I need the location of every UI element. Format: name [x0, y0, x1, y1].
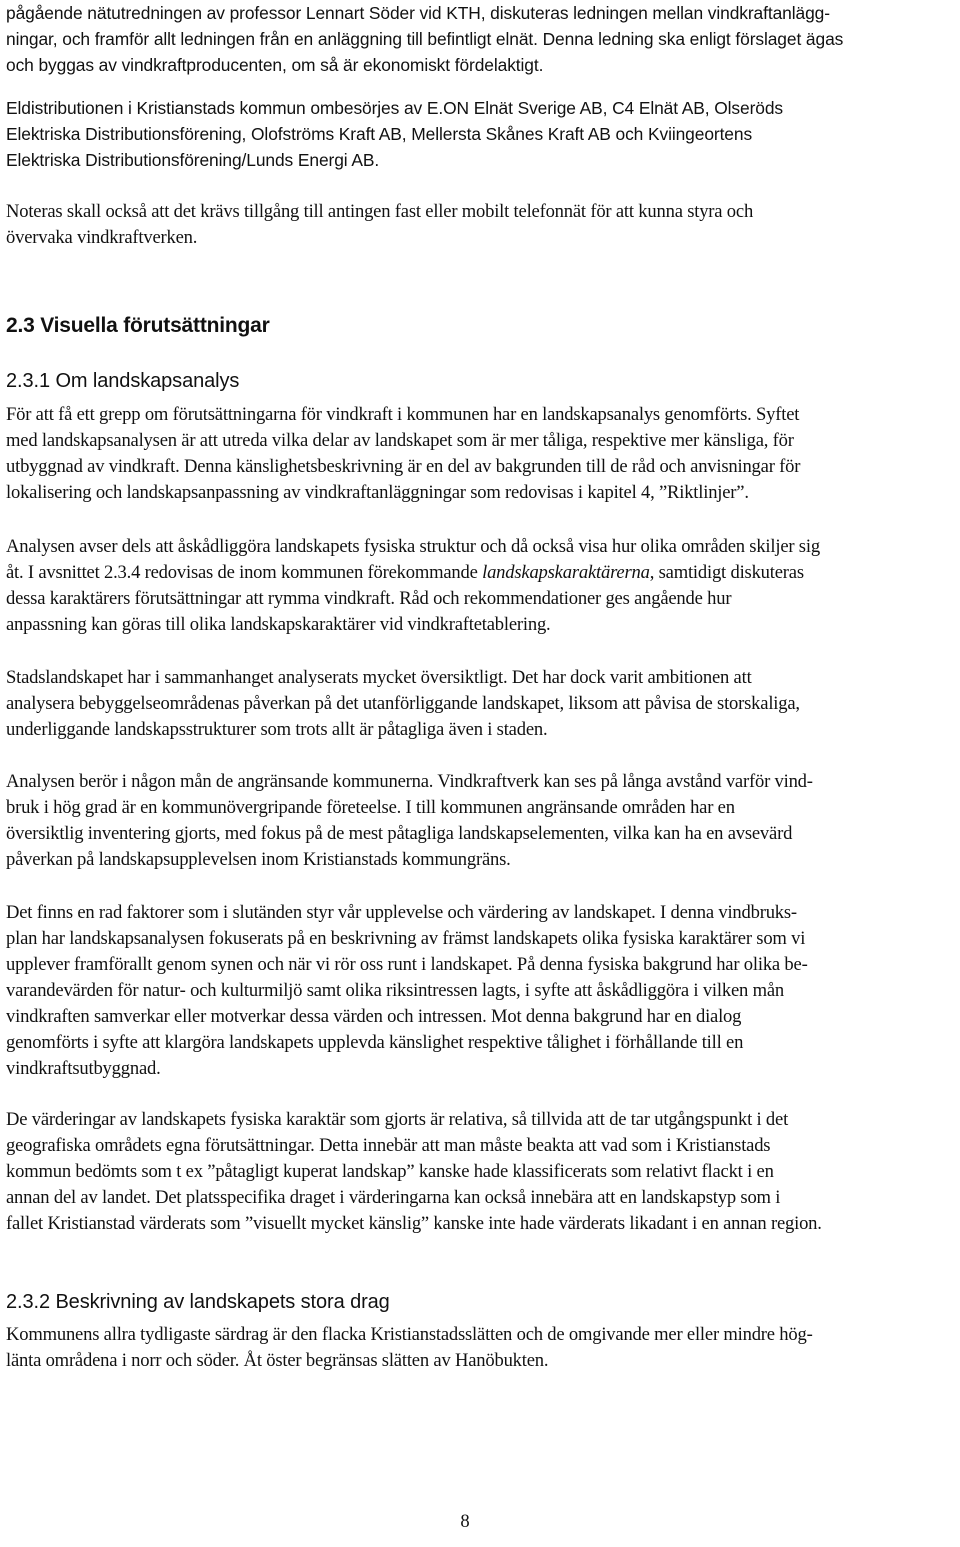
subsection-heading-landscape-analysis: 2.3.1 Om landskapsanalys	[6, 370, 240, 392]
text-line: Eldistributionen i Kristianstads kommun ombesörjes av E.ON Elnät Sverige AB, C4 Elnät AB, Olseröds	[6, 98, 783, 118]
text-line: Elektriska Distributionsförening, Olofströms Kraft AB, Mellersta Skånes Kraft AB och Kviingeortens	[6, 124, 753, 144]
text-segment: , samtidigt diskuteras	[649, 562, 804, 583]
paragraph-electricity-distribution	[6, 95, 956, 173]
text-line: De värderingar av landskapets fysiska karaktär som gjorts är relativa, så tillvida att de tar utgångspunkt i det	[6, 1109, 789, 1130]
text-line: Analysen avser dels att åskådliggöra landskapets fysiska struktur och då också visa hur olika områden skiljer sig	[6, 536, 820, 557]
text-line: vindkraftsutbyggnad.	[6, 1058, 161, 1079]
text-line: vindkraften samverkar eller motverkar dessa värden och intressen. Mot denna bakgrund har en dialog	[6, 1006, 742, 1027]
text-line	[6, 560, 956, 586]
text-line: och byggas av vindkraftproducenten, om så är ekonomiskt fördelaktigt.	[6, 55, 544, 75]
page-number: 8	[460, 1511, 470, 1532]
paragraph-analysis-scope	[6, 534, 956, 638]
text-line: kommun bedömts som t ex ”påtagligt kuperat landskap” kanske hade klassificerats som relativt flackt i en	[6, 1161, 774, 1182]
text-line: plan har landskapsanalysen fokuserats på en beskrivning av främst landskapets olika fysiska karaktärer som vi	[6, 928, 806, 949]
text-line: Kommunens allra tydligaste särdrag är den flacka Kristianstadsslätten och de omgivande mer eller mindre hög-	[6, 1324, 813, 1345]
text-line: utbyggnad av vindkraft. Denna känslighetsbeskrivning är en del av bakgrunden till de råd och anvisningar för	[6, 456, 801, 477]
paragraph-relative-values	[6, 1107, 956, 1237]
paragraph-neighbouring-municipalities	[6, 769, 956, 873]
text-line: annan del av landet. Det platsspecifika draget i värderingarna kan också innebära att en landskapstyp som i	[6, 1187, 781, 1208]
text-line: geografiska områdets egna förutsättningar. Detta innebär att man måste beakta att vad som i Kristianstads	[6, 1135, 771, 1156]
paragraph-telephone-network	[6, 199, 956, 251]
text-line: upplever framförallt genom synen och när vi rör oss runt i landskapet. På denna fysiska bakgrund har olika be-	[6, 954, 808, 975]
paragraph-urban-landscape	[6, 665, 956, 743]
text-line: fallet Kristianstad värderats som ”visuellt mycket känslig” kanske inte hade värderats likadant i en annan region.	[6, 1213, 822, 1234]
text-line: övervaka vindkraftverken.	[6, 227, 198, 248]
paragraph-municipality-features	[6, 1322, 956, 1374]
text-line: pågående nätutredningen av professor Lennart Söder vid KTH, diskuteras ledningen mellan vindkraftanlägg-	[6, 3, 830, 23]
subsection-heading-landscape-description: 2.3.2 Beskrivning av landskapets stora drag	[6, 1291, 390, 1313]
italic-term: landskapskaraktärerna	[482, 562, 650, 583]
text-line: För att få ett grepp om förutsättningarna för vindkraft i kommunen har en landskapsanalys genomförts. Syftet	[6, 404, 800, 425]
text-line: Noteras skall också att det krävs tillgång till antingen fast eller mobilt telefonnät för att kunna styra och	[6, 201, 754, 222]
text-line: varandevärden för natur- och kulturmiljö samt olika riksintressen lagts, i syfte att åskådliggöra i vilken mån	[6, 980, 784, 1001]
paragraph-network-study	[6, 0, 956, 78]
text-line: ningar, och framför allt ledningen från en anläggning till befintligt elnät. Denna ledning ska enligt förslaget ägas	[6, 29, 844, 49]
text-line: lokalisering och landskapsanpassning av vindkraftanläggningar som redovisas i kapitel 4, ”Riktlinjer”.	[6, 482, 749, 503]
text-line: Analysen berör i någon mån de angränsande kommunerna. Vindkraftverk kan ses på långa avstånd varför vind-	[6, 771, 813, 792]
text-line: anpassning kan göras till olika landskapskaraktärer vid vindkraftetablering.	[6, 614, 551, 635]
text-line: Elektriska Distributionsförening/Lunds Energi AB.	[6, 150, 380, 170]
text-line: översiktlig inventering gjorts, med fokus på de mest påtagliga landskapselementen, vilka kan ha en avsevärd	[6, 823, 793, 844]
text-line: genomförts i syfte att klargöra landskapets upplevda känslighet respektive tålighet i förhållande till en	[6, 1032, 744, 1053]
section-heading-visual-conditions: 2.3 Visuella förutsättningar	[6, 314, 270, 337]
paragraph-factors	[6, 900, 956, 1082]
text-line: Stadslandskapet har i sammanhanget analyserats mycket översiktligt. Det har dock varit ambitionen att	[6, 667, 752, 688]
text-line: bruk i hög grad är en kommunövergripande företeelse. I till kommunen angränsande områden har en	[6, 797, 735, 818]
text-segment: åt. I avsnittet 2.3.4 redovisas de inom kommunen förekommande	[6, 562, 483, 583]
text-line: dessa karaktärers förutsättningar att rymma vindkraft. Råd och rekommendationer ges angående hur	[6, 588, 732, 609]
text-line: påverkan på landskapsupplevelsen inom Kristianstads kommungräns.	[6, 849, 511, 870]
paragraph-landscape-analysis-purpose	[6, 402, 956, 506]
text-line: analysera bebyggelseområdenas påverkan på det utanförliggande landskapet, liksom att påvisa de storskaliga,	[6, 693, 800, 714]
text-line: Det finns en rad faktorer som i slutänden styr vår upplevelse och värdering av landskapet. I denna vindbruks-	[6, 902, 797, 923]
text-line: med landskapsanalysen är att utreda vilka delar av landskapet som är mer tåliga, respektive mer känsliga, för	[6, 430, 794, 451]
text-line: underliggande landskapsstrukturer som trots allt är påtagliga även i staden.	[6, 719, 548, 740]
text-line: länta områdena i norr och söder. Åt öster begränsas slätten av Hanöbukten.	[6, 1350, 549, 1371]
